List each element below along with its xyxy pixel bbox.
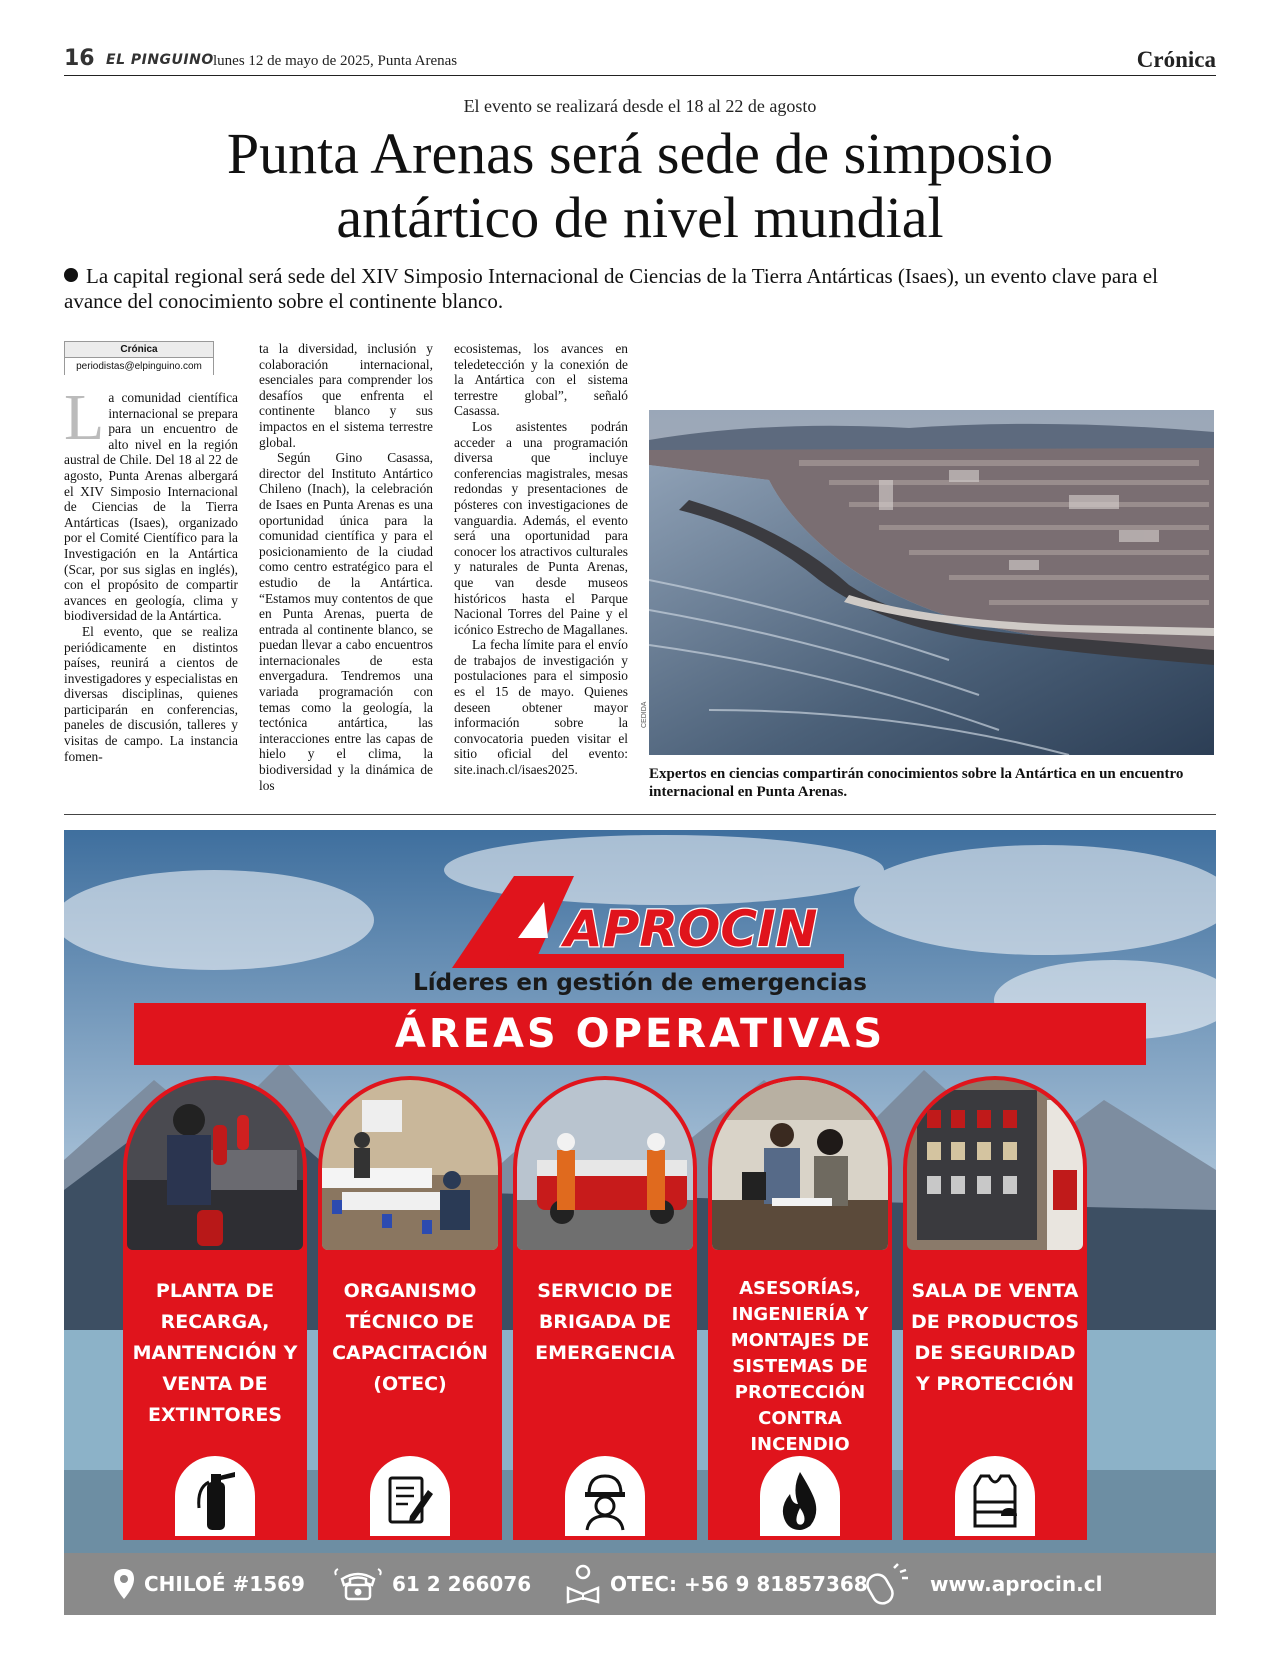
otec-item[interactable] xyxy=(564,1553,868,1615)
issue-date: lunes 12 de mayo de 2025, Punta Arenas xyxy=(213,53,458,69)
service-card-extinguishers[interactable] xyxy=(123,1076,307,1540)
firefighter-icon xyxy=(565,1456,645,1536)
card-label: ASESORÍAS, INGENIERÍA Y MONTAJES DE SISTEMAS DE PROTECCIÓN CONTRA INCENDIO xyxy=(730,1278,870,1455)
article-deck xyxy=(64,264,1216,314)
article-paragraph: ecosistemas, los avances en teledetección y la conexión de la Antártica con el sistema terrestre global”, señaló Casassa. xyxy=(454,341,628,419)
address-text: CHILOÉ #1569 xyxy=(144,1572,305,1596)
card-photo-brigade xyxy=(517,1080,693,1250)
article-paragraph xyxy=(64,381,238,624)
headline-line-2: antártico de nivel mundial xyxy=(336,185,944,250)
section-divider xyxy=(64,814,1216,815)
card-photo-office xyxy=(712,1080,888,1250)
newspaper-logo: EL PINGUINO xyxy=(106,52,214,68)
aerial-coastline-illustration xyxy=(649,410,1214,755)
deck-text: La capital regional será sede del XIV Simposio Internacional de Ciencias de la Tierra Antárticas (Isaes), un evento clave para el avance del conocimiento sobre el continente blanco. xyxy=(64,264,1158,313)
service-card-safety-products[interactable] xyxy=(903,1076,1087,1540)
phone-item[interactable] xyxy=(332,1553,531,1615)
byline-box xyxy=(64,341,214,375)
article-column-1 xyxy=(64,381,238,764)
photo-credit: CEDIDA xyxy=(641,701,648,728)
card-label: SALA DE VENTA DE PRODUCTOS DE SEGURIDAD Y PROTECCIÓN xyxy=(910,1280,1079,1395)
service-card-otec[interactable] xyxy=(318,1076,502,1540)
paragraph-text: a comunidad científica internacional se prepara para un encuentro de alto nivel en la región austral de Chile. Del 18 al 22 de agosto, Punta Arenas albergará el XIV Simposio Internacional de Ciencias de la Tierra Antárticas (Isaes), organizado por el Comité Científico para la Investigación en la Antártica (Scar, por sus siglas en inglés), con el propósito de compartir avances en geología, clima y biodiversidad de la Antártica. xyxy=(64,390,238,624)
article-column-2 xyxy=(259,341,433,793)
article-paragraph: Según Gino Casassa, director del Instituto Antártico Chileno (Inach), la celebración de Isaes en Punta Arenas es una oportunidad única para la comunidad científica y para el posicionamiento de la ciudad como centro estratégico para el estudio de la Antártica. “Estamos muy contentos de que en Punta Arenas, puerta de entrada al continente blanco, se puedan llevar a cabo encuentros internacionales de esta envergadura. Tendremos una variada programación con temas como la geología, la tectónica antártica, las interacciones entre las capas de hielo y el clima, la biodiversidad y la dinámica de los xyxy=(259,450,433,793)
service-card-brigade[interactable] xyxy=(513,1076,697,1540)
phone-text: 61 2 266076 xyxy=(392,1572,532,1596)
article-paragraph: Los asistentes podrán acceder a una programación diversa que incluye conferencias magistrales, mesas redondas y presentaciones de pósteres con investigaciones de vanguardia. Además, el evento será una oportunidad para conocer los atractivos culturales y naturales de Punta Arenas, que van desde museos históricos hasta el Parque Nacional Torres del Paine y el icónico Estrecho de Magallanes. xyxy=(454,418,629,637)
ad-tagline: Líderes en gestión de emergencias xyxy=(413,970,867,996)
card-label: SERVICIO DE BRIGADA DE EMERGENCIA xyxy=(535,1280,675,1364)
article-photo-aerial-city xyxy=(649,410,1214,755)
brand-name: APROCIN xyxy=(564,900,818,958)
aprocin-advertisement xyxy=(64,830,1216,1615)
article-paragraph: El evento, que se realiza periódicamente en distintos países, reunirá a cientos de investigadores y especialistas en diversas disciplinas, quienes participarán en conferencias, paneles de discusión, talleres y visitas de campo. La instancia fomen- xyxy=(64,623,238,764)
aprocin-logo xyxy=(444,868,854,976)
service-card-engineering[interactable] xyxy=(708,1076,892,1540)
section-name: Crónica xyxy=(1136,47,1216,72)
website-item[interactable] xyxy=(864,1553,1102,1615)
flame-icon xyxy=(760,1456,840,1536)
drop-cap: L xyxy=(64,381,105,454)
photo-caption: Expertos en ciencias compartirán conocimientos sobre la Antártica en un encuentro internacional en Punta Arenas. xyxy=(649,766,1184,800)
card-label: PLANTA DE RECARGA, MANTENCIÓN Y VENTA DE EXTINTORES xyxy=(132,1280,298,1426)
otec-text: OTEC: +56 9 81857368 xyxy=(610,1572,868,1596)
byline-email[interactable]: periodistas@elpinguino.com xyxy=(65,358,213,375)
address-item[interactable] xyxy=(112,1553,305,1615)
fire-extinguisher-icon xyxy=(175,1456,255,1536)
article-headline xyxy=(0,122,1280,250)
contact-bar xyxy=(64,1553,1216,1615)
mouse-click-icon xyxy=(864,1562,912,1606)
student-reading-icon xyxy=(564,1564,602,1604)
byline-section: Crónica xyxy=(65,342,213,358)
areas-banner: ÁREAS OPERATIVAS xyxy=(134,1003,1146,1065)
article-paragraph: La fecha límite para el envío de trabajos de investigación y postulaciones para el simposio es el 15 de mayo. Quienes deseen obtener mayor información sobre la convocatoria pueden visitar el sitio oficial del evento: site.inach.cl/isaes2025. xyxy=(454,637,628,778)
bullet-icon xyxy=(64,268,78,282)
document-pen-icon xyxy=(370,1456,450,1536)
article-kicker: El evento se realizará desde el 18 al 22 de agosto xyxy=(463,96,817,116)
masthead xyxy=(64,46,1216,76)
card-photo-store xyxy=(907,1080,1083,1250)
card-photo-workshop xyxy=(127,1080,303,1250)
website-link[interactable]: www.aprocin.cl xyxy=(930,1572,1103,1596)
location-pin-icon xyxy=(112,1567,136,1601)
article-column-3 xyxy=(454,341,628,778)
safety-vest-icon xyxy=(955,1456,1035,1536)
telephone-icon xyxy=(332,1567,384,1601)
headline-line-1: Punta Arenas será sede de simposio xyxy=(226,121,1054,186)
article-paragraph: ta la diversidad, inclusión y colaboración internacional, esenciales para comprender los desafíos que enfrenta el continente blanco y sus impactos en el sistema terrestre global. xyxy=(259,341,433,450)
page-number: 16 xyxy=(64,46,95,71)
card-label: ORGANISMO TÉCNICO DE CAPACITACIÓN (OTEC) xyxy=(332,1280,488,1395)
card-photo-classroom xyxy=(322,1080,498,1250)
